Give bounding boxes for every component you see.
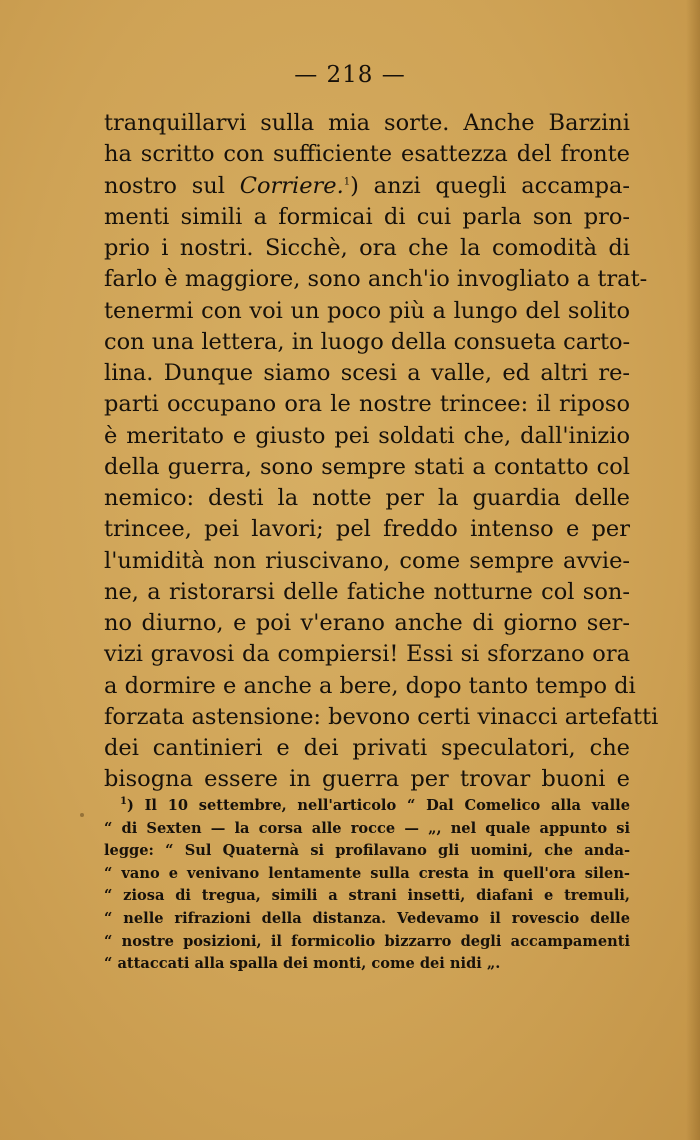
body-line-9: lina. Dunque siamo scesi a valle, ed altri re- xyxy=(104,360,630,386)
footnote-line-3: legge: “ Sul Quaternà si profilavano gli uomini, che anda- xyxy=(104,842,630,860)
body-line-2: ha scritto con sufficiente esattezza del fronte xyxy=(104,141,630,168)
page-edge-shadow xyxy=(686,0,700,1140)
body-line-4: menti simili a formicai di cui parla son pro- xyxy=(104,203,630,230)
body-line-12: della guerra, sono sempre stati a contatto col xyxy=(104,453,630,480)
footnote-line-6: “ nelle rifrazioni della distanza. Vedevamo il rovescio delle xyxy=(104,909,630,927)
footnote-reference: 1 xyxy=(343,176,351,187)
footnote-line-5: “ ziosa di tregua, simili a strani insetti, diafani e tremuli, xyxy=(104,887,630,905)
body-text xyxy=(104,108,659,796)
body-line-19: a dormire e anche a bere, dopo tanto tempo di xyxy=(104,672,636,699)
newspaper-title: Corriere. xyxy=(239,172,344,199)
body-line-5: prio i nostri. Sicchè, ora che la comodità di xyxy=(104,235,630,261)
print-speck xyxy=(80,813,84,817)
footnote-line-2: “ di Sexten — la corsa alle rocce — „, nel quale appunto si xyxy=(104,819,630,837)
body-line-13: nemico: desti la notte per la guardia delle xyxy=(104,485,630,511)
body-line-10: parti occupano ora le nostre trincee: il riposo xyxy=(104,391,630,418)
footnote-line-8: “ attaccati alla spalla dei monti, come dei nidi „. xyxy=(104,955,501,973)
body-line-14: trincee, pei lavori; pel freddo intenso e per xyxy=(104,516,630,543)
page-number: — 218 — xyxy=(294,62,406,88)
body-line-7: tenermi con voi un poco più a lungo del solito xyxy=(104,297,630,324)
body-line-18: vizi gravosi da compiersi! Essi si sforzano ora xyxy=(104,641,630,668)
body-line-20: forzata astensione: bevono certi vinacci artefatti xyxy=(104,703,659,730)
body-line-22: bisogna essere in guerra per trovar buoni e xyxy=(104,766,630,793)
footnote-line-7: “ nostre posizioni, il formicolio bizzarro degli accampamenti xyxy=(104,932,630,950)
body-line-3-start: nostro sul xyxy=(104,172,240,199)
body-line-8: con una lettera, in luogo della consueta carto- xyxy=(104,328,631,355)
footnote xyxy=(104,795,630,976)
body-line-16: ne, a ristorarsi delle fatiche notturne col son- xyxy=(104,578,630,605)
body-line-21: dei cantinieri e dei privati speculatori, che xyxy=(104,735,630,761)
footnote-line-1-text: ) Il 10 settembre, nell'articolo “ Dal Comelico alla valle xyxy=(126,797,630,814)
footnote-line-1 xyxy=(104,795,630,818)
body-line-6: farlo è maggiore, sono anch'io invogliato a trat- xyxy=(104,266,648,293)
body-line-3-end: ) anzi quegli accampa- xyxy=(350,172,630,199)
body-line-15: l'umidità non riuscivano, come sempre avvie- xyxy=(104,547,630,574)
footnote-marker: 1 xyxy=(120,796,127,808)
footnote-line-4: “ vano e venivano lentamente sulla cresta in quell'ora silen- xyxy=(104,864,630,882)
body-line-1: tranquillarvi sulla mia sorte. Anche Barzini xyxy=(104,110,630,136)
body-line-3 xyxy=(104,171,630,202)
body-line-11: è meritato e giusto pei soldati che, dall'inizio xyxy=(104,422,630,449)
body-line-17: no diurno, e poi v'erano anche di giorno ser- xyxy=(104,610,630,636)
